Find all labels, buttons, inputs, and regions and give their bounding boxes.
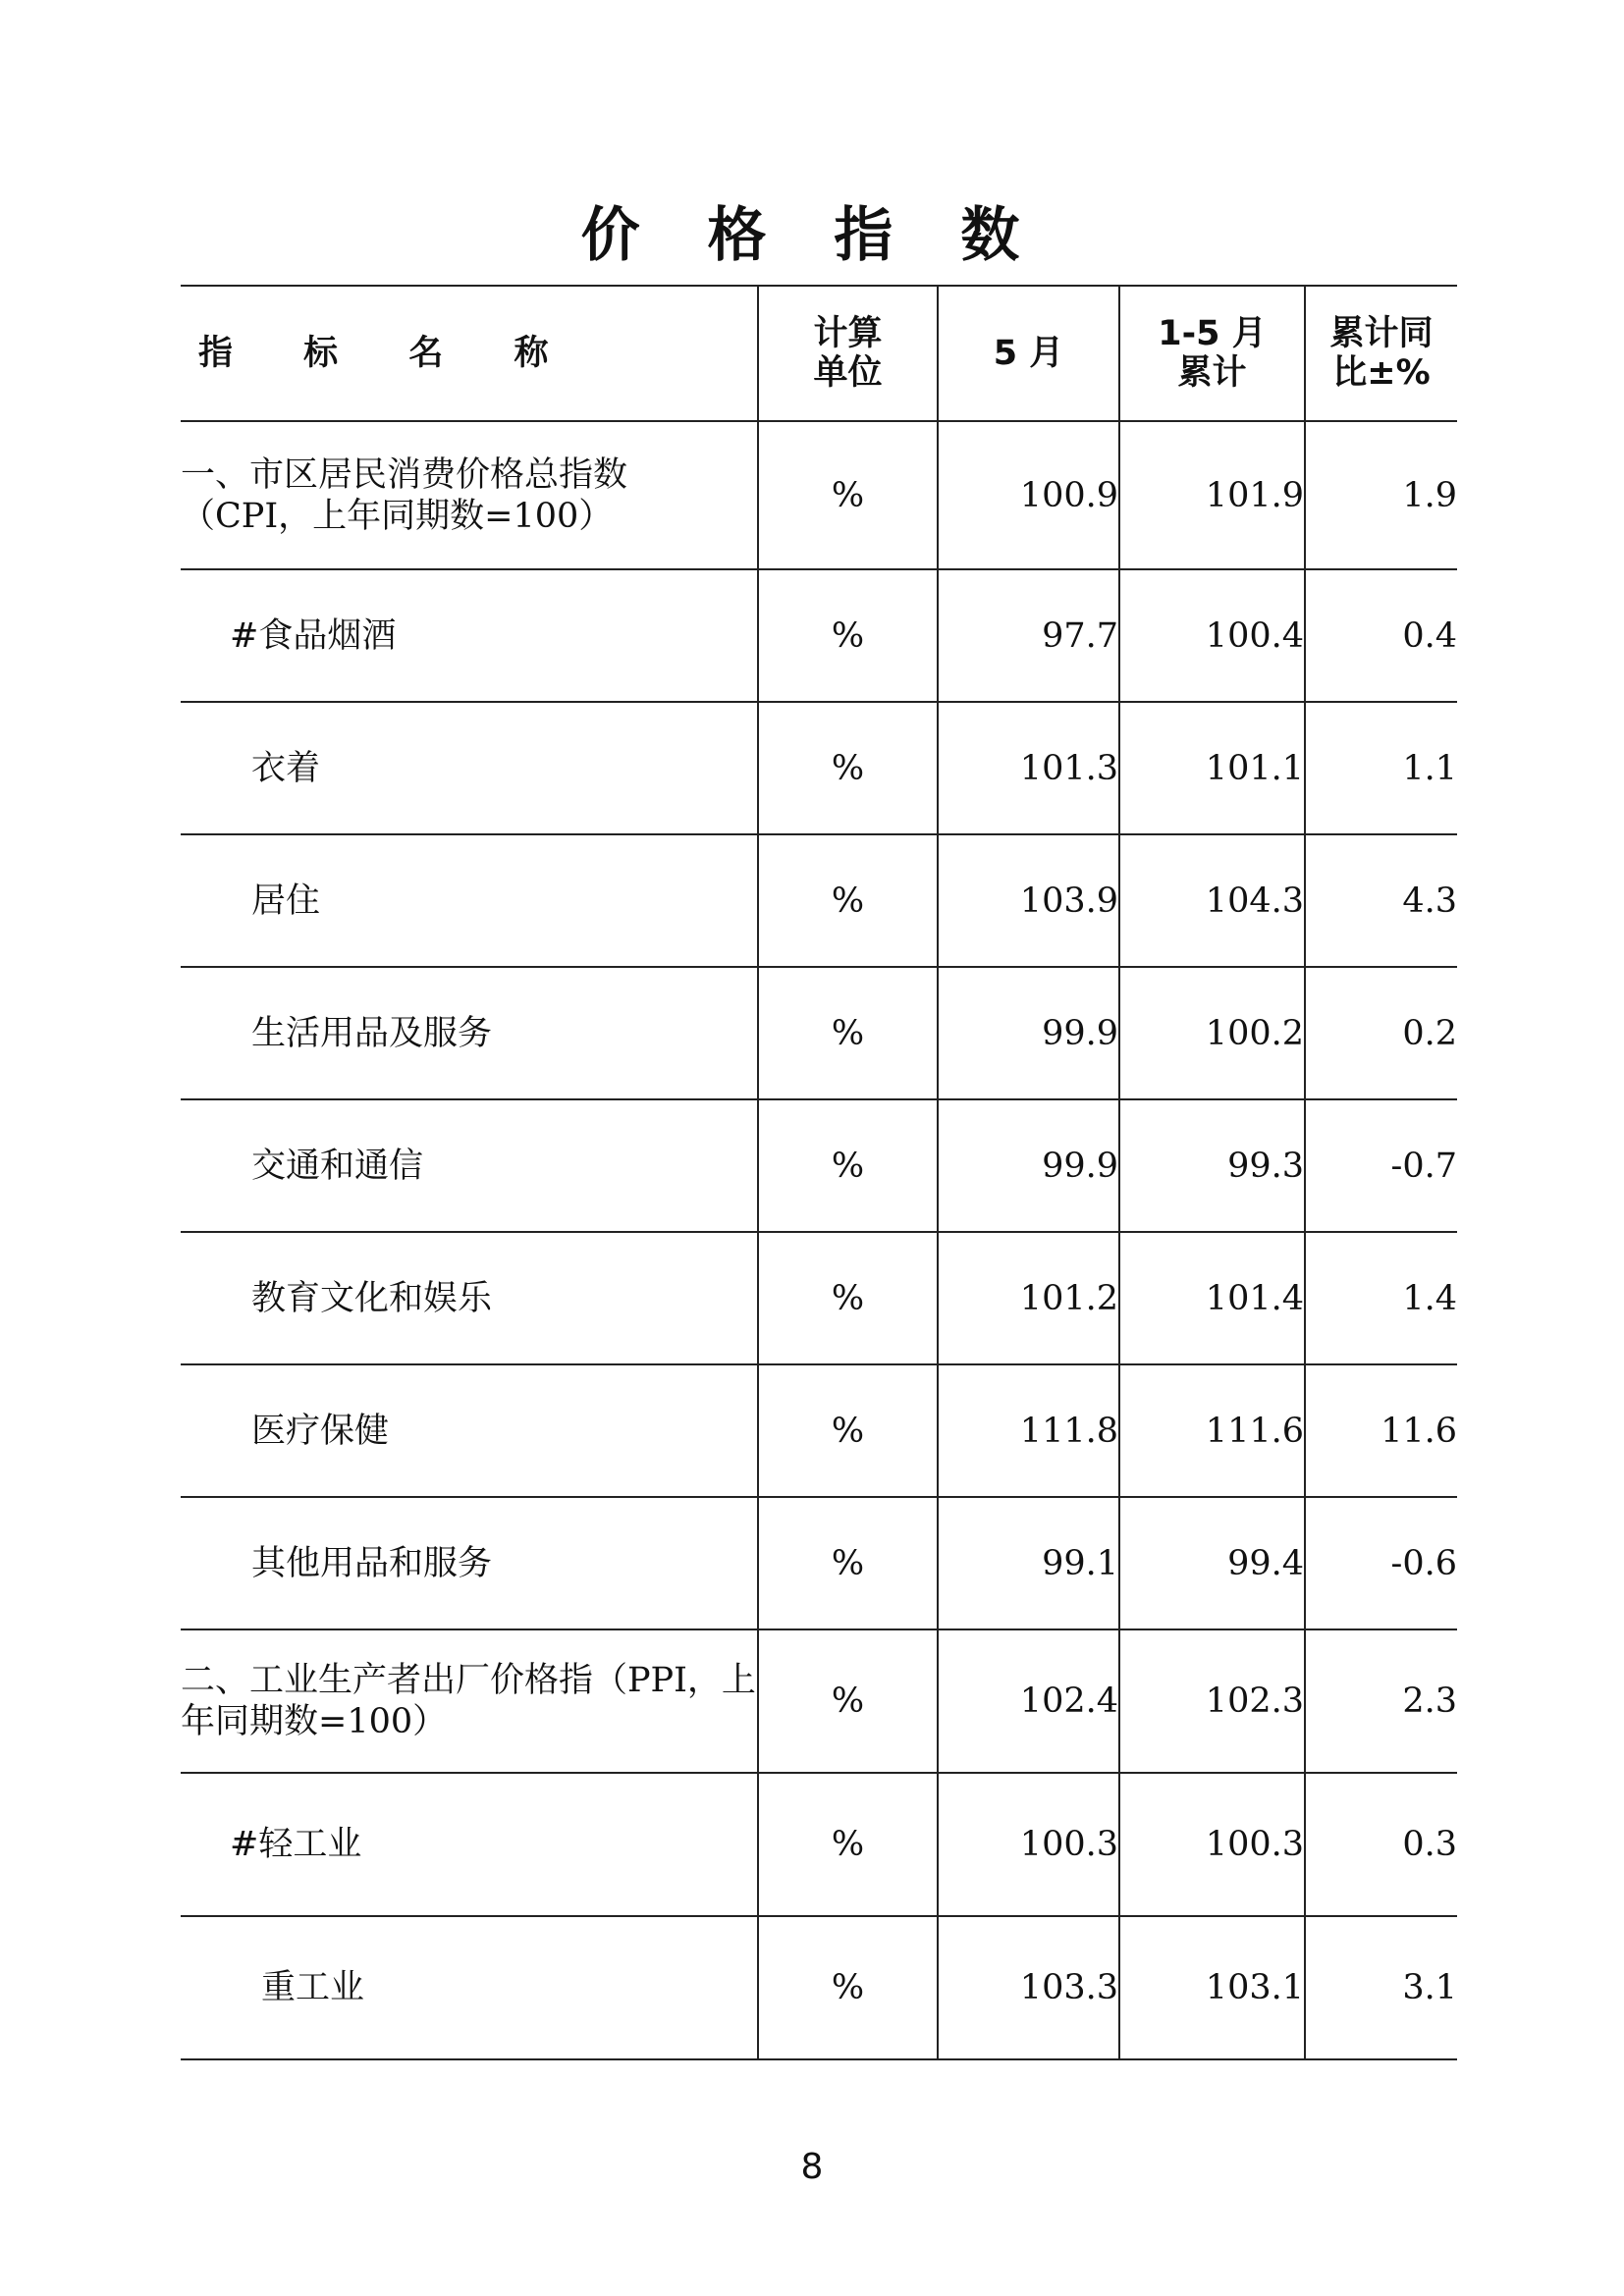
row-name: 重工业: [181, 1916, 758, 2059]
table-header-row: [181, 286, 1457, 421]
row-unit: %: [758, 967, 938, 1099]
row-name: 一、市区居民消费价格总指数（CPI，上年同期数=100）: [181, 421, 758, 569]
row-unit: %: [758, 421, 938, 569]
row-may: 100.3: [938, 1773, 1119, 1916]
header-yoy-line-2: 比±%: [1332, 353, 1431, 393]
row-yoy: 2.3: [1305, 1629, 1457, 1773]
row-yoy: 0.4: [1305, 569, 1457, 702]
table-row: [181, 569, 1457, 702]
row-unit: %: [758, 1232, 938, 1364]
row-may: 102.4: [938, 1629, 1119, 1773]
row-may: 111.8: [938, 1364, 1119, 1497]
header-yoy: [1305, 286, 1457, 421]
row-unit: %: [758, 1916, 938, 2059]
row-yoy: -0.6: [1305, 1497, 1457, 1629]
row-name: 生活用品及服务: [181, 967, 758, 1099]
row-name: #轻工业: [181, 1773, 758, 1916]
table-row: [181, 834, 1457, 967]
row-may: 99.9: [938, 1099, 1119, 1232]
row-yoy: 4.3: [1305, 834, 1457, 967]
table-row: [181, 1232, 1457, 1364]
row-unit: %: [758, 1364, 938, 1497]
row-cumulative: 111.6: [1119, 1364, 1305, 1497]
row-may: 103.3: [938, 1916, 1119, 2059]
row-cumulative: 100.2: [1119, 967, 1305, 1099]
header-indicator-name: 指 标 名 称: [181, 286, 758, 421]
row-cumulative: 100.4: [1119, 569, 1305, 702]
header-cumulative-line-1: 1-5 月: [1158, 314, 1267, 353]
table-row: [181, 967, 1457, 1099]
row-unit: %: [758, 1773, 938, 1916]
row-yoy: 0.3: [1305, 1773, 1457, 1916]
row-cumulative: 99.3: [1119, 1099, 1305, 1232]
row-name: 交通和通信: [181, 1099, 758, 1232]
header-may: 5 月: [938, 286, 1119, 421]
row-cumulative: 102.3: [1119, 1629, 1305, 1773]
table-row: [181, 421, 1457, 569]
table-row: [181, 1773, 1457, 1916]
row-unit: %: [758, 702, 938, 834]
table-row: [181, 702, 1457, 834]
header-cumulative: [1119, 286, 1305, 421]
row-may: 100.9: [938, 421, 1119, 569]
header-cumulative-line-2: 累计: [1177, 353, 1247, 393]
row-unit: %: [758, 1629, 938, 1773]
row-cumulative: 101.4: [1119, 1232, 1305, 1364]
row-unit: %: [758, 1497, 938, 1629]
row-unit: %: [758, 1099, 938, 1232]
row-yoy: 3.1: [1305, 1916, 1457, 2059]
row-yoy: 1.1: [1305, 702, 1457, 834]
row-name: 其他用品和服务: [181, 1497, 758, 1629]
row-yoy: 1.9: [1305, 421, 1457, 569]
row-cumulative: 100.3: [1119, 1773, 1305, 1916]
row-name: 教育文化和娱乐: [181, 1232, 758, 1364]
header-unit-line-1: 计算: [813, 314, 883, 353]
page-number: 8: [800, 2147, 824, 2187]
row-name: 居住: [181, 834, 758, 967]
row-may: 103.9: [938, 834, 1119, 967]
row-may: 99.9: [938, 967, 1119, 1099]
row-name: 医疗保健: [181, 1364, 758, 1497]
page-title: 价 格 指 数: [580, 201, 1044, 270]
row-unit: %: [758, 834, 938, 967]
row-may: 97.7: [938, 569, 1119, 702]
row-cumulative: 104.3: [1119, 834, 1305, 967]
row-yoy: -0.7: [1305, 1099, 1457, 1232]
table-row: [181, 1497, 1457, 1629]
table-row: [181, 1099, 1457, 1232]
row-cumulative: 99.4: [1119, 1497, 1305, 1629]
price-index-table: [181, 285, 1457, 2060]
table-row: [181, 1364, 1457, 1497]
row-cumulative: 101.1: [1119, 702, 1305, 834]
row-unit: %: [758, 569, 938, 702]
row-cumulative: 103.1: [1119, 1916, 1305, 2059]
row-may: 99.1: [938, 1497, 1119, 1629]
row-cumulative: 101.9: [1119, 421, 1305, 569]
row-yoy: 0.2: [1305, 967, 1457, 1099]
table-row: [181, 1629, 1457, 1773]
header-unit-line-2: 单位: [813, 353, 883, 393]
row-name: 二、工业生产者出厂价格指（PPI，上年同期数=100）: [181, 1629, 758, 1773]
row-may: 101.2: [938, 1232, 1119, 1364]
row-name: #食品烟酒: [181, 569, 758, 702]
header-unit: [758, 286, 938, 421]
row-yoy: 1.4: [1305, 1232, 1457, 1364]
header-yoy-line-1: 累计同: [1329, 314, 1434, 353]
row-name: 衣着: [181, 702, 758, 834]
row-yoy: 11.6: [1305, 1364, 1457, 1497]
table-row: [181, 1916, 1457, 2059]
row-may: 101.3: [938, 702, 1119, 834]
